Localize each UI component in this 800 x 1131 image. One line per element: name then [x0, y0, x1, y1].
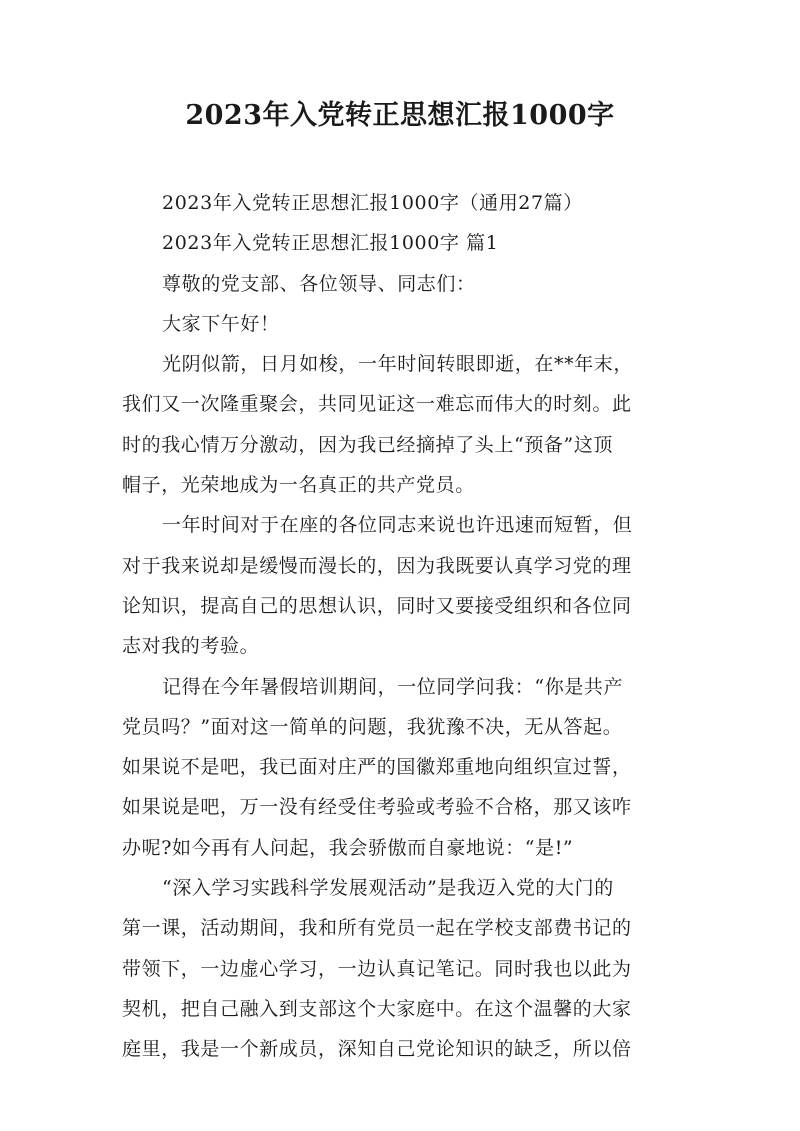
document-body	[122, 183, 692, 1070]
text-line: 我们又一次隆重聚会，共同见证这一难忘而伟大的时刻。此	[122, 393, 632, 416]
text-line: 光阴似箭，日月如梭，一年时间转眼即逝，在**年末，	[162, 353, 634, 376]
text-line: 庭里，我是一个新成员，深知自己党论知识的缺乏，所以倍	[122, 1038, 632, 1061]
text-line: 带领下，一边虚心学习，一边认真记笔记。同时我也以此为	[122, 957, 632, 980]
document-title: 2023年入党转正思想汇报1000字	[185, 100, 615, 131]
text-line: 论知识，提高自己的思想认识，同时又要接受组织和各位同	[122, 594, 632, 617]
text-line: 大家下午好！	[162, 312, 280, 335]
text-line: 2023年入党转正思想汇报1000字 篇1	[162, 232, 499, 255]
text-line: 志对我的考验。	[122, 635, 260, 658]
text-line: 一年时间对于在座的各位同志来说也许迅速而短暂，但	[162, 514, 633, 537]
text-line: 尊敬的党支部、各位领导、同志们：	[162, 272, 476, 295]
text-line: 2023年入党转正思想汇报1000字（通用27篇）	[162, 192, 583, 214]
text-line: 契机，把自己融入到支部这个大家庭中。在这个温馨的大家	[122, 997, 632, 1020]
text-line: 对于我来说却是缓慢而漫长的，因为我既要认真学习党的理	[122, 554, 632, 577]
text-line: 如果说是吧，万一没有经受住考验或考验不合格，那又该咋	[122, 796, 632, 819]
text-line: “深入学习实践科学发展观活动”是我迈入党的大门的	[162, 877, 614, 900]
text-line: 办呢?如今再有人问起，我会骄傲而自豪地说：“是!”	[122, 836, 574, 859]
text-line: 记得在今年暑假培训期间，一位同学问我：“你是共产	[162, 675, 624, 698]
text-line: 帽子，光荣地成为一名真正的共产党员。	[122, 474, 475, 497]
text-line: 第一课，活动期间，我和所有党员一起在学校支部费书记的	[122, 917, 632, 940]
text-line: 党员吗？”面对这一简单的问题，我犹豫不决，无从答起。	[122, 715, 623, 738]
text-line: 如果说不是吧，我已面对庄严的国徽郑重地向组织宣过誓，	[122, 756, 632, 779]
text-line: 时的我心情万分激动，因为我已经摘掉了头上“预备”这顶	[122, 433, 614, 456]
